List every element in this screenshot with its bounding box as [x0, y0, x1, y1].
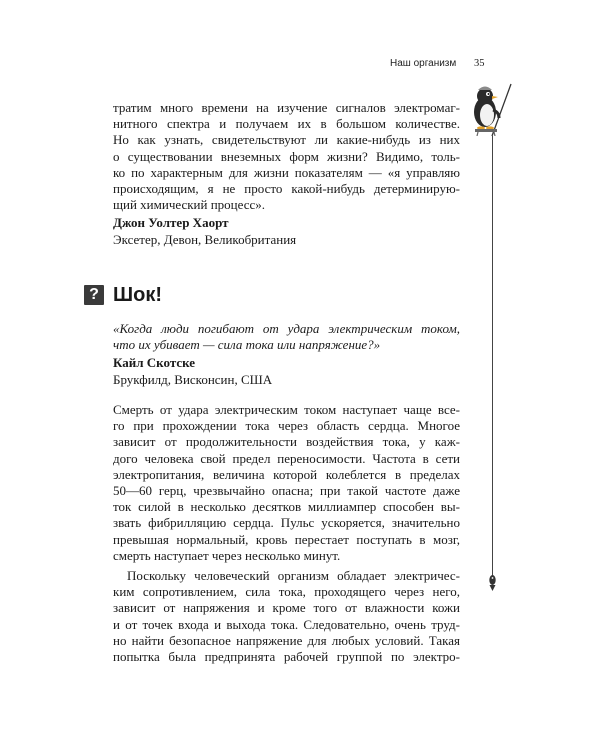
text-line: превышая нормальный, кровь перестает поступать в мозг,	[113, 531, 460, 547]
answer-paragraph	[113, 402, 460, 564]
text-line: щий химический процесс».	[113, 197, 265, 213]
text-line: нитного спектра и получаем их в большом количестве.	[113, 116, 460, 132]
text-line: и от точек входа и выхода тока. Следовательно, очень труд-	[113, 616, 460, 632]
text-line: Поскольку человеческий организм обладает электричес-	[127, 568, 460, 584]
penguin-fishing-icon	[469, 82, 517, 136]
text-line: «Когда люди погибают от удара электрическим током,	[113, 321, 460, 336]
text-line: звать фибрилляцию сердца. Пульс ускоряется, значительно	[113, 515, 460, 531]
text-line: ток силой в несколько десятков миллиампер способен вы-	[113, 499, 460, 515]
question-text	[113, 321, 460, 353]
text-line: ким сопротивлением, сила тока, проходящего через него,	[113, 584, 460, 600]
question-author: Кайл Скотске	[113, 355, 196, 371]
reader-question	[113, 321, 460, 388]
text-line: о существовании внеземных форм жизни? Видимо, толь-	[113, 148, 460, 164]
text-line: ко по характерным для жизни показателям — «я управляю	[113, 164, 460, 180]
fishing-line	[492, 136, 493, 576]
running-title: Наш организм	[390, 58, 457, 69]
text-line: 50—60 герц, чрезвычайно опасна; при такой частоте даже	[113, 483, 460, 499]
text-line: происходящим, я не просто какой-нибудь детерминирую-	[113, 181, 460, 197]
text-line: зависит от продолжительности воздействия тока, у каж-	[113, 434, 460, 450]
question-box-icon: ?	[84, 285, 104, 305]
question-place: Брукфилд, Висконсин, США	[113, 371, 273, 387]
text-line: го при прохождении тока через область сердца. Многое	[113, 418, 460, 434]
text-line: что их убивает — сила тока или напряжение?»	[113, 337, 381, 353]
answer-paragraph	[113, 568, 460, 665]
text-line: электропитания, величина которой колеблется в пределах	[113, 466, 460, 482]
text-line: но найти безопасное напряжение для любых условий. Такая	[113, 632, 460, 648]
section-title: Шок!	[113, 283, 162, 306]
text-line: дого человека свой предел переносимости. Частота в сети	[113, 450, 460, 466]
fish-lure-icon	[486, 570, 499, 592]
letter-place: Эксетер, Девон, Великобритания	[113, 231, 297, 247]
text-line: тратим много времени на изучение сигналов электромаг-	[113, 100, 460, 115]
letter-paragraph	[113, 100, 460, 213]
section-heading	[84, 283, 162, 307]
text-line: Смерть от удара электрическим током наступает чаще все-	[113, 402, 460, 417]
text-line: зависит от напряжения и кроме того от влажности кожи	[113, 600, 460, 616]
text-line: Но как узнать, свидетельствуют ли какие-нибудь из них	[113, 132, 460, 148]
text-line: попытка была предпринята рабочей группой по электро-	[113, 649, 460, 665]
answer-text	[113, 402, 460, 665]
letter-author: Джон Уолтер Хаорт	[113, 215, 229, 231]
text-line: смерть наступает через несколько минут.	[113, 547, 341, 563]
page-number: 35	[474, 58, 485, 69]
previous-letter	[113, 100, 460, 248]
